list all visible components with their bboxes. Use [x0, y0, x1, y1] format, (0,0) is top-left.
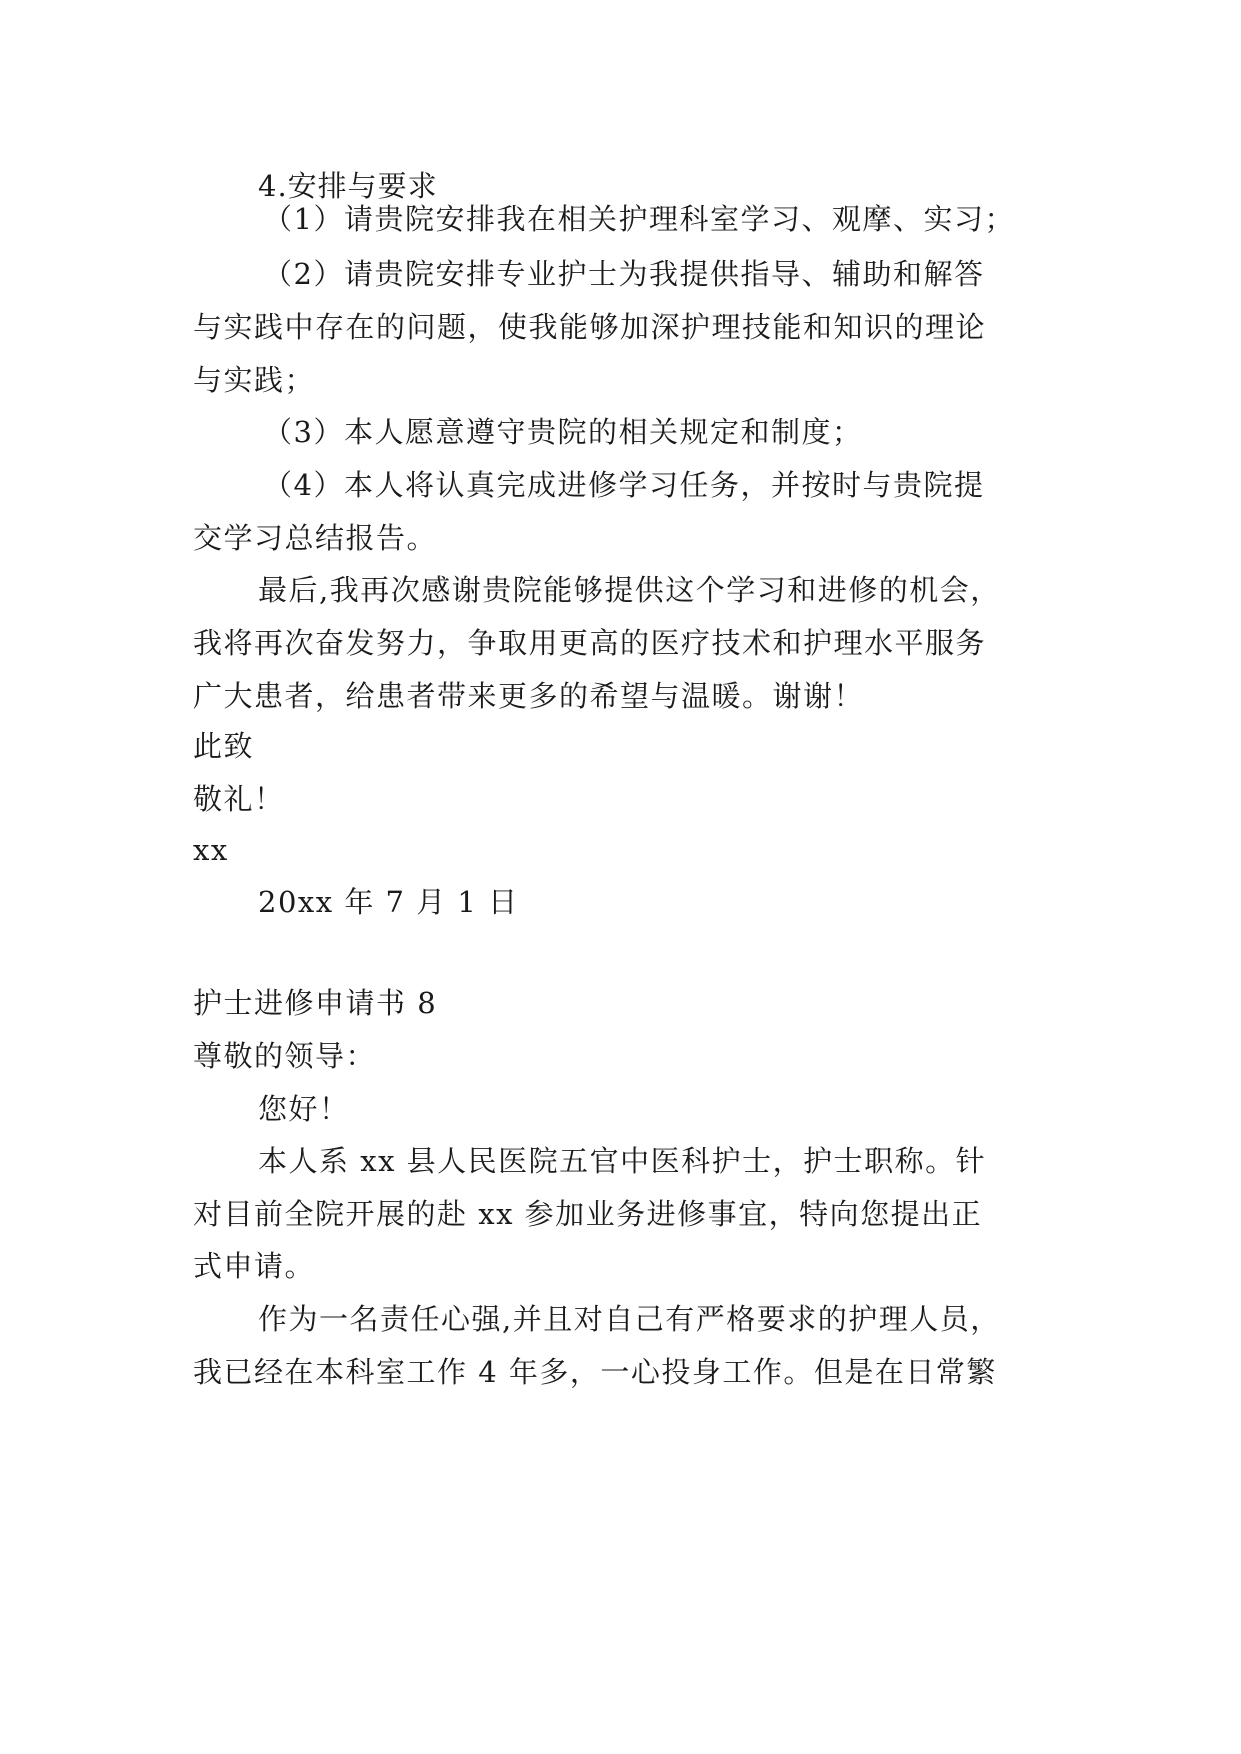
- list-item-2-line-3: 与实践；: [193, 363, 316, 397]
- next-letter-greeting: 尊敬的领导：: [193, 1039, 377, 1073]
- salutation-line-2: 敬礼！: [193, 782, 285, 816]
- closing-paragraph-line-3: 广大患者，给患者带来更多的希望与温暖。谢谢！: [193, 679, 865, 713]
- next-letter-para1-line-1: 本人系 xx 县人民医院五官中医科护士，护士职称。针: [258, 1144, 987, 1178]
- next-letter-hello: 您好！: [258, 1092, 350, 1126]
- list-item-1: （1）请贵院安排我在相关护理科室学习、观摩、实习；: [263, 202, 1015, 236]
- list-item-4-line-1: （4）本人将认真完成进修学习任务，并按时与贵院提: [263, 468, 985, 502]
- next-letter-para2-line-2: 我已经在本科室工作 4 年多，一心投身工作。但是在日常繁: [193, 1355, 997, 1389]
- list-item-2-line-2: 与实践中存在的问题，使我能够加深护理技能和知识的理论: [193, 310, 987, 344]
- section-heading: 4.安排与要求: [258, 169, 438, 203]
- signature-date: 20xx 年 7 月 1 日: [258, 885, 519, 919]
- closing-paragraph-line-1: 最后,我再次感谢贵院能够提供这个学习和进修的机会，: [258, 573, 1001, 607]
- next-letter-para1-line-2: 对目前全院开展的赴 xx 参加业务进修事宜，特向您提出正: [193, 1197, 983, 1231]
- next-letter-para1-line-3: 式申请。: [193, 1249, 316, 1283]
- next-letter-para2-line-1: 作为一名责任心强,并且对自己有严格要求的护理人员，: [258, 1302, 1001, 1336]
- list-item-3: （3）本人愿意遵守贵院的相关规定和制度；: [263, 415, 863, 449]
- list-item-2-line-1: （2）请贵院安排专业护士为我提供指导、辅助和解答: [263, 257, 985, 291]
- closing-paragraph-line-2: 我将再次奋发努力，争取用更高的医疗技术和护理水平服务: [193, 626, 987, 660]
- salutation-line-1: 此致: [193, 729, 255, 763]
- signature-name: xx: [193, 833, 229, 867]
- list-item-4-line-2: 交学习总结报告。: [193, 521, 438, 555]
- next-letter-title: 护士进修申请书 8: [193, 986, 438, 1020]
